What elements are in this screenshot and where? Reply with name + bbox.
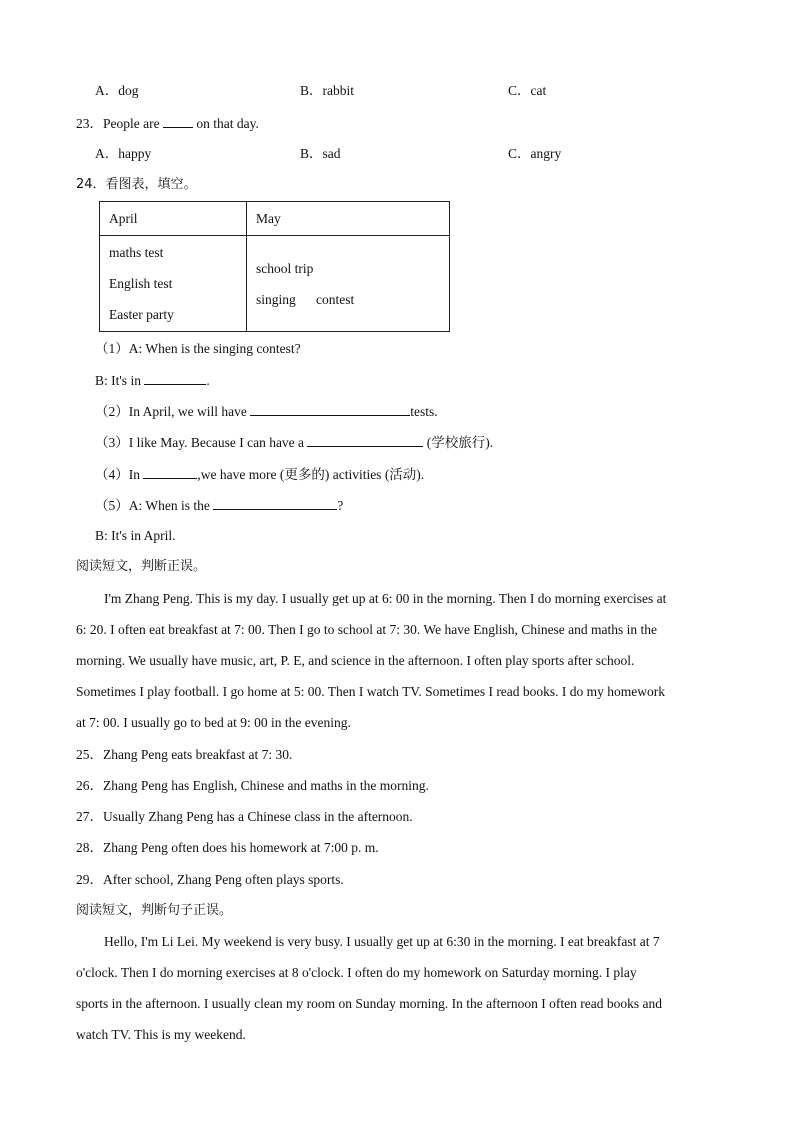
q22-option-b: B．rabbit: [300, 83, 354, 98]
reading2-passage-line: Hello, I'm Li Lei. My weekend is very busy. I usually get up at 6:30 in the morning. I eat breakfast at 7: [104, 934, 660, 949]
reading1-passage-line: Sometimes I play football. I go home at 5: 00. Then I watch TV. Sometimes I read books. I do my homework: [76, 684, 666, 699]
reading1-heading: 阅读短文，判断正误。: [76, 559, 207, 574]
q23-option-a: A．happy: [95, 146, 152, 161]
april-item: Easter party: [109, 307, 174, 322]
fill-1b: [95, 371, 210, 390]
reading1-passage-line: 6: 20. I often eat breakfast at 7: 00. Then I go to school at 7: 30. We have English, Chinese and maths in the: [76, 622, 658, 637]
reading2-passage-line: watch TV. This is my weekend.: [76, 1027, 246, 1042]
q24-title: 24．看图表，填空。: [76, 177, 197, 192]
fill-1b-blank: [144, 371, 206, 385]
q22-option-c: C．cat: [508, 83, 547, 98]
reading2-passage-line: o'clock. Then I do morning exercises at 8 o'clock. I often do my homework on Saturday morning. I play: [76, 965, 637, 980]
fill-4-before: （4）In: [95, 467, 144, 482]
q23-text-before: People are: [103, 116, 163, 131]
fill-3-blank: [307, 433, 423, 447]
fill-4-blank: [143, 465, 197, 479]
table-header-may: May: [247, 202, 450, 236]
table-header-april: April: [100, 202, 247, 236]
fill-1a: （1）A: When is the singing contest?: [95, 341, 301, 356]
fill-5a: [95, 496, 343, 515]
schedule-table: [99, 201, 450, 332]
reading2-heading: 阅读短文，判断句子正误。: [76, 903, 233, 918]
reading1-passage-line: at 7: 00. I usually go to bed at 9: 00 in the evening.: [76, 715, 351, 730]
april-item: maths test: [109, 245, 164, 260]
fill-2-after: tests.: [410, 404, 438, 419]
table-cell-may: [247, 236, 450, 332]
fill-2: [95, 402, 438, 421]
q22-option-a: A．dog: [95, 83, 139, 98]
q23-option-b: B．sad: [300, 146, 341, 161]
fill-4: [95, 465, 424, 484]
table-cell-april: [100, 236, 247, 332]
statement-27: 27．Usually Zhang Peng has a Chinese class in the afternoon.: [76, 809, 413, 824]
fill-5b: B: It's in April.: [95, 528, 176, 543]
statement-28: 28．Zhang Peng often does his homework at 7:00 p. m.: [76, 840, 379, 855]
may-item: singing contest: [256, 291, 355, 307]
fill-5a-blank: [213, 496, 337, 510]
may-item: school trip: [256, 260, 314, 276]
q23-blank: [163, 114, 193, 128]
fill-5a-before: （5）A: When is the: [95, 498, 214, 513]
reading1-passage-line: I'm Zhang Peng. This is my day. I usually get up at 6: 00 in the morning. Then I do morning exercises at: [104, 591, 667, 606]
fill-3-after: (学校旅行).: [423, 435, 494, 450]
april-item: English test: [109, 276, 173, 291]
q23-number: 23．: [76, 116, 103, 131]
statement-26: 26．Zhang Peng has English, Chinese and maths in the morning.: [76, 778, 429, 793]
statement-29: 29．After school, Zhang Peng often plays sports.: [76, 872, 344, 887]
fill-1b-after: .: [206, 373, 210, 388]
q23-option-c: C．angry: [508, 146, 562, 161]
fill-2-blank: [250, 402, 410, 416]
fill-4-after: ,we have more (更多的) activities (活动).: [197, 467, 425, 482]
fill-3: [95, 433, 493, 452]
reading1-passage-line: morning. We usually have music, art, P. E, and science in the afternoon. I often play sports after school.: [76, 653, 635, 668]
reading2-passage-line: sports in the afternoon. I usually clean my room on Sunday morning. In the afternoon I often read books and: [76, 996, 662, 1011]
q23-question: [76, 114, 259, 133]
fill-3-before: （3）I like May. Because I can have a: [95, 435, 308, 450]
statement-25: 25．Zhang Peng eats breakfast at 7: 30.: [76, 747, 293, 762]
fill-5a-after: ?: [337, 498, 344, 513]
fill-1b-before: B: It's in: [95, 373, 145, 388]
fill-2-before: （2）In April, we will have: [95, 404, 251, 419]
q23-text-after: on that day.: [192, 116, 259, 131]
